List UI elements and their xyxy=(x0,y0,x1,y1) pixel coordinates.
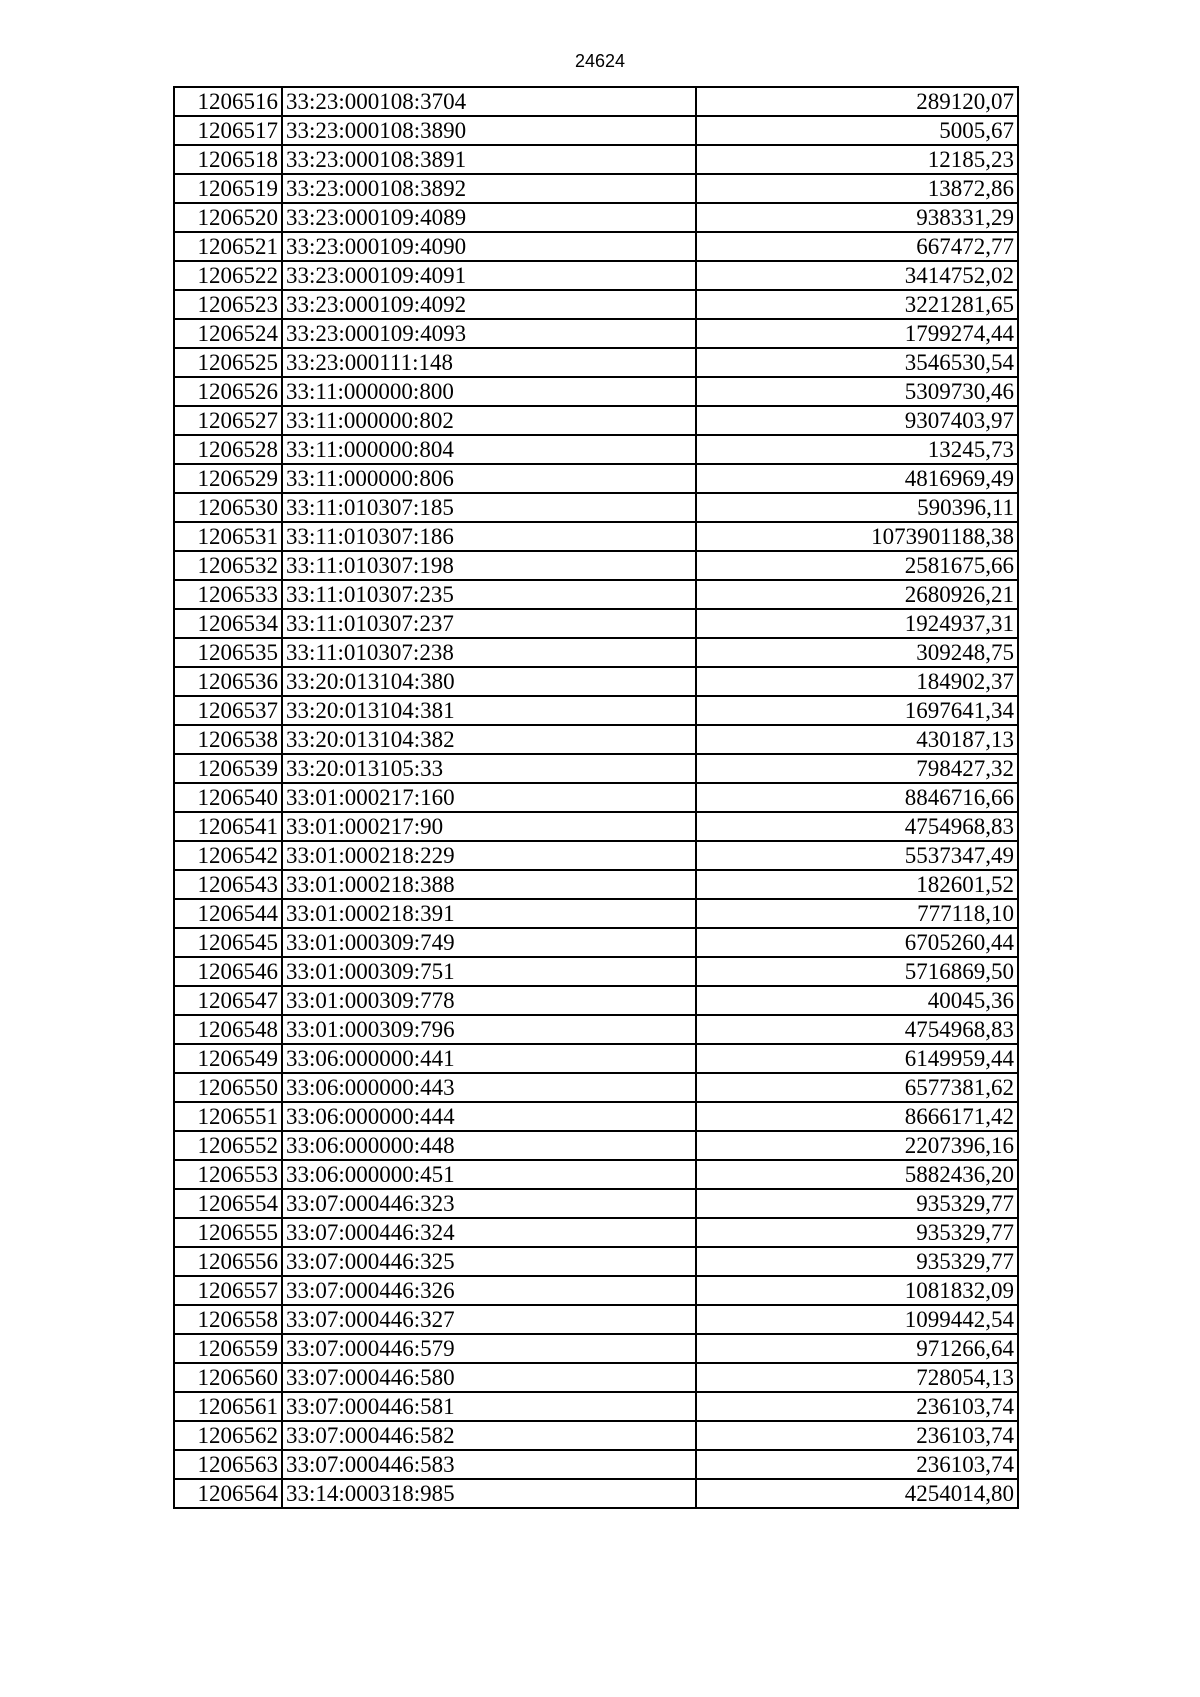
row-number-cell: 1206558 xyxy=(174,1305,282,1334)
value-cell: 40045,36 xyxy=(696,986,1018,1015)
cadastral-number-cell: 33:01:000218:229 xyxy=(282,841,696,870)
value-cell: 4754968,83 xyxy=(696,812,1018,841)
value-cell: 2207396,16 xyxy=(696,1131,1018,1160)
value-cell: 289120,07 xyxy=(696,87,1018,116)
value-cell: 798427,32 xyxy=(696,754,1018,783)
value-cell: 5309730,46 xyxy=(696,377,1018,406)
value-cell: 8846716,66 xyxy=(696,783,1018,812)
value-cell: 1799274,44 xyxy=(696,319,1018,348)
cadastral-number-cell: 33:07:000446:324 xyxy=(282,1218,696,1247)
table-body xyxy=(174,87,1018,1508)
cadastral-number-cell: 33:06:000000:448 xyxy=(282,1131,696,1160)
cadastral-number-cell: 33:07:000446:325 xyxy=(282,1247,696,1276)
table-row xyxy=(174,1334,1018,1363)
value-cell: 935329,77 xyxy=(696,1218,1018,1247)
value-cell: 1924937,31 xyxy=(696,609,1018,638)
row-number-cell: 1206532 xyxy=(174,551,282,580)
table-row xyxy=(174,1363,1018,1392)
table-row xyxy=(174,609,1018,638)
value-cell: 5716869,50 xyxy=(696,957,1018,986)
value-cell: 6577381,62 xyxy=(696,1073,1018,1102)
cadastral-number-cell: 33:07:000446:583 xyxy=(282,1450,696,1479)
value-cell: 430187,13 xyxy=(696,725,1018,754)
row-number-cell: 1206552 xyxy=(174,1131,282,1160)
row-number-cell: 1206538 xyxy=(174,725,282,754)
value-cell: 3414752,02 xyxy=(696,261,1018,290)
table-row xyxy=(174,1160,1018,1189)
row-number-cell: 1206522 xyxy=(174,261,282,290)
value-cell: 309248,75 xyxy=(696,638,1018,667)
table-row xyxy=(174,551,1018,580)
value-cell: 12185,23 xyxy=(696,145,1018,174)
table-row xyxy=(174,986,1018,1015)
cadastral-number-cell: 33:11:010307:185 xyxy=(282,493,696,522)
row-number-cell: 1206562 xyxy=(174,1421,282,1450)
value-cell: 728054,13 xyxy=(696,1363,1018,1392)
row-number-cell: 1206535 xyxy=(174,638,282,667)
value-cell: 4754968,83 xyxy=(696,1015,1018,1044)
cadastral-number-cell: 33:01:000309:778 xyxy=(282,986,696,1015)
value-cell: 1073901188,38 xyxy=(696,522,1018,551)
table-row xyxy=(174,145,1018,174)
row-number-cell: 1206549 xyxy=(174,1044,282,1073)
row-number-cell: 1206524 xyxy=(174,319,282,348)
row-number-cell: 1206543 xyxy=(174,870,282,899)
value-cell: 236103,74 xyxy=(696,1421,1018,1450)
row-number-cell: 1206539 xyxy=(174,754,282,783)
table-row xyxy=(174,1392,1018,1421)
value-cell: 935329,77 xyxy=(696,1247,1018,1276)
value-cell: 5005,67 xyxy=(696,116,1018,145)
row-number-cell: 1206559 xyxy=(174,1334,282,1363)
cadastral-number-cell: 33:23:000109:4089 xyxy=(282,203,696,232)
cadastral-number-cell: 33:11:010307:198 xyxy=(282,551,696,580)
value-cell: 13245,73 xyxy=(696,435,1018,464)
cadastral-number-cell: 33:23:000108:3704 xyxy=(282,87,696,116)
value-cell: 935329,77 xyxy=(696,1189,1018,1218)
table-row xyxy=(174,580,1018,609)
cadastral-number-cell: 33:20:013104:381 xyxy=(282,696,696,725)
table-row xyxy=(174,667,1018,696)
row-number-cell: 1206520 xyxy=(174,203,282,232)
value-cell: 2581675,66 xyxy=(696,551,1018,580)
value-cell: 13872,86 xyxy=(696,174,1018,203)
table-row xyxy=(174,783,1018,812)
value-cell: 1081832,09 xyxy=(696,1276,1018,1305)
row-number-cell: 1206551 xyxy=(174,1102,282,1131)
cadastral-number-cell: 33:11:010307:186 xyxy=(282,522,696,551)
cadastral-number-cell: 33:06:000000:441 xyxy=(282,1044,696,1073)
table-row xyxy=(174,464,1018,493)
data-table xyxy=(173,86,1019,1509)
row-number-cell: 1206521 xyxy=(174,232,282,261)
table-row xyxy=(174,87,1018,116)
table-row xyxy=(174,174,1018,203)
table-row xyxy=(174,1218,1018,1247)
row-number-cell: 1206518 xyxy=(174,145,282,174)
row-number-cell: 1206526 xyxy=(174,377,282,406)
cadastral-number-cell: 33:01:000217:160 xyxy=(282,783,696,812)
table-row xyxy=(174,725,1018,754)
value-cell: 971266,64 xyxy=(696,1334,1018,1363)
row-number-cell: 1206540 xyxy=(174,783,282,812)
cadastral-number-cell: 33:01:000309:796 xyxy=(282,1015,696,1044)
cadastral-number-cell: 33:11:010307:238 xyxy=(282,638,696,667)
row-number-cell: 1206554 xyxy=(174,1189,282,1218)
cadastral-number-cell: 33:01:000309:751 xyxy=(282,957,696,986)
page-number: 24624 xyxy=(574,51,626,71)
row-number-cell: 1206533 xyxy=(174,580,282,609)
table-row xyxy=(174,348,1018,377)
row-number-cell: 1206550 xyxy=(174,1073,282,1102)
value-cell: 4816969,49 xyxy=(696,464,1018,493)
table-row xyxy=(174,1421,1018,1450)
cadastral-number-cell: 33:06:000000:443 xyxy=(282,1073,696,1102)
value-cell: 4254014,80 xyxy=(696,1479,1018,1508)
row-number-cell: 1206534 xyxy=(174,609,282,638)
value-cell: 667472,77 xyxy=(696,232,1018,261)
cadastral-number-cell: 33:07:000446:581 xyxy=(282,1392,696,1421)
table-row xyxy=(174,696,1018,725)
cadastral-number-cell: 33:07:000446:582 xyxy=(282,1421,696,1450)
table-row xyxy=(174,957,1018,986)
table-row xyxy=(174,261,1018,290)
table-row xyxy=(174,1102,1018,1131)
table-row xyxy=(174,870,1018,899)
cadastral-number-cell: 33:07:000446:580 xyxy=(282,1363,696,1392)
row-number-cell: 1206527 xyxy=(174,406,282,435)
table-row xyxy=(174,1131,1018,1160)
row-number-cell: 1206517 xyxy=(174,116,282,145)
cadastral-number-cell: 33:11:000000:804 xyxy=(282,435,696,464)
cadastral-number-cell: 33:23:000108:3891 xyxy=(282,145,696,174)
row-number-cell: 1206528 xyxy=(174,435,282,464)
cadastral-number-cell: 33:06:000000:451 xyxy=(282,1160,696,1189)
table-row xyxy=(174,1247,1018,1276)
cadastral-number-cell: 33:23:000109:4091 xyxy=(282,261,696,290)
row-number-cell: 1206563 xyxy=(174,1450,282,1479)
table-row xyxy=(174,841,1018,870)
cadastral-number-cell: 33:23:000108:3892 xyxy=(282,174,696,203)
row-number-cell: 1206560 xyxy=(174,1363,282,1392)
cadastral-number-cell: 33:20:013104:382 xyxy=(282,725,696,754)
cadastral-number-cell: 33:07:000446:326 xyxy=(282,1276,696,1305)
table-row xyxy=(174,116,1018,145)
value-cell: 2680926,21 xyxy=(696,580,1018,609)
table-row xyxy=(174,899,1018,928)
value-cell: 590396,11 xyxy=(696,493,1018,522)
table-row xyxy=(174,1305,1018,1334)
cadastral-number-cell: 33:01:000218:391 xyxy=(282,899,696,928)
table-row xyxy=(174,1450,1018,1479)
row-number-cell: 1206546 xyxy=(174,957,282,986)
value-cell: 9307403,97 xyxy=(696,406,1018,435)
cadastral-number-cell: 33:23:000109:4093 xyxy=(282,319,696,348)
table-row xyxy=(174,1189,1018,1218)
row-number-cell: 1206516 xyxy=(174,87,282,116)
row-number-cell: 1206545 xyxy=(174,928,282,957)
value-cell: 182601,52 xyxy=(696,870,1018,899)
row-number-cell: 1206557 xyxy=(174,1276,282,1305)
cadastral-number-cell: 33:20:013104:380 xyxy=(282,667,696,696)
value-cell: 236103,74 xyxy=(696,1450,1018,1479)
table-row xyxy=(174,1276,1018,1305)
value-cell: 938331,29 xyxy=(696,203,1018,232)
table-row xyxy=(174,377,1018,406)
value-cell: 1099442,54 xyxy=(696,1305,1018,1334)
value-cell: 5882436,20 xyxy=(696,1160,1018,1189)
row-number-cell: 1206556 xyxy=(174,1247,282,1276)
table-row xyxy=(174,203,1018,232)
value-cell: 777118,10 xyxy=(696,899,1018,928)
table-row xyxy=(174,928,1018,957)
table-row xyxy=(174,522,1018,551)
cadastral-number-cell: 33:01:000217:90 xyxy=(282,812,696,841)
value-cell: 5537347,49 xyxy=(696,841,1018,870)
cadastral-number-cell: 33:11:000000:800 xyxy=(282,377,696,406)
value-cell: 8666171,42 xyxy=(696,1102,1018,1131)
cadastral-number-cell: 33:06:000000:444 xyxy=(282,1102,696,1131)
value-cell: 236103,74 xyxy=(696,1392,1018,1421)
row-number-cell: 1206547 xyxy=(174,986,282,1015)
row-number-cell: 1206519 xyxy=(174,174,282,203)
row-number-cell: 1206555 xyxy=(174,1218,282,1247)
cadastral-number-cell: 33:11:010307:235 xyxy=(282,580,696,609)
cadastral-number-cell: 33:11:000000:802 xyxy=(282,406,696,435)
row-number-cell: 1206564 xyxy=(174,1479,282,1508)
table-row xyxy=(174,290,1018,319)
cadastral-number-cell: 33:01:000218:388 xyxy=(282,870,696,899)
cadastral-number-cell: 33:23:000109:4090 xyxy=(282,232,696,261)
row-number-cell: 1206530 xyxy=(174,493,282,522)
row-number-cell: 1206548 xyxy=(174,1015,282,1044)
cadastral-number-cell: 33:23:000108:3890 xyxy=(282,116,696,145)
cadastral-number-cell: 33:07:000446:323 xyxy=(282,1189,696,1218)
row-number-cell: 1206529 xyxy=(174,464,282,493)
value-cell: 6705260,44 xyxy=(696,928,1018,957)
table-row xyxy=(174,435,1018,464)
cadastral-number-cell: 33:11:000000:806 xyxy=(282,464,696,493)
row-number-cell: 1206531 xyxy=(174,522,282,551)
cadastral-number-cell: 33:01:000309:749 xyxy=(282,928,696,957)
table-row xyxy=(174,1479,1018,1508)
value-cell: 184902,37 xyxy=(696,667,1018,696)
cadastral-number-cell: 33:07:000446:579 xyxy=(282,1334,696,1363)
table-row xyxy=(174,1044,1018,1073)
value-cell: 3546530,54 xyxy=(696,348,1018,377)
value-cell: 3221281,65 xyxy=(696,290,1018,319)
row-number-cell: 1206525 xyxy=(174,348,282,377)
cadastral-number-cell: 33:23:000109:4092 xyxy=(282,290,696,319)
value-cell: 1697641,34 xyxy=(696,696,1018,725)
row-number-cell: 1206523 xyxy=(174,290,282,319)
row-number-cell: 1206537 xyxy=(174,696,282,725)
cadastral-number-cell: 33:14:000318:985 xyxy=(282,1479,696,1508)
table-row xyxy=(174,1015,1018,1044)
table-row xyxy=(174,232,1018,261)
row-number-cell: 1206536 xyxy=(174,667,282,696)
cadastral-number-cell: 33:07:000446:327 xyxy=(282,1305,696,1334)
row-number-cell: 1206542 xyxy=(174,841,282,870)
table-row xyxy=(174,812,1018,841)
table-row xyxy=(174,754,1018,783)
row-number-cell: 1206561 xyxy=(174,1392,282,1421)
row-number-cell: 1206553 xyxy=(174,1160,282,1189)
table-row xyxy=(174,638,1018,667)
table-row xyxy=(174,493,1018,522)
table-row xyxy=(174,1073,1018,1102)
cadastral-number-cell: 33:23:000111:148 xyxy=(282,348,696,377)
table-row xyxy=(174,319,1018,348)
row-number-cell: 1206544 xyxy=(174,899,282,928)
value-cell: 6149959,44 xyxy=(696,1044,1018,1073)
table-row xyxy=(174,406,1018,435)
cadastral-number-cell: 33:11:010307:237 xyxy=(282,609,696,638)
row-number-cell: 1206541 xyxy=(174,812,282,841)
cadastral-number-cell: 33:20:013105:33 xyxy=(282,754,696,783)
